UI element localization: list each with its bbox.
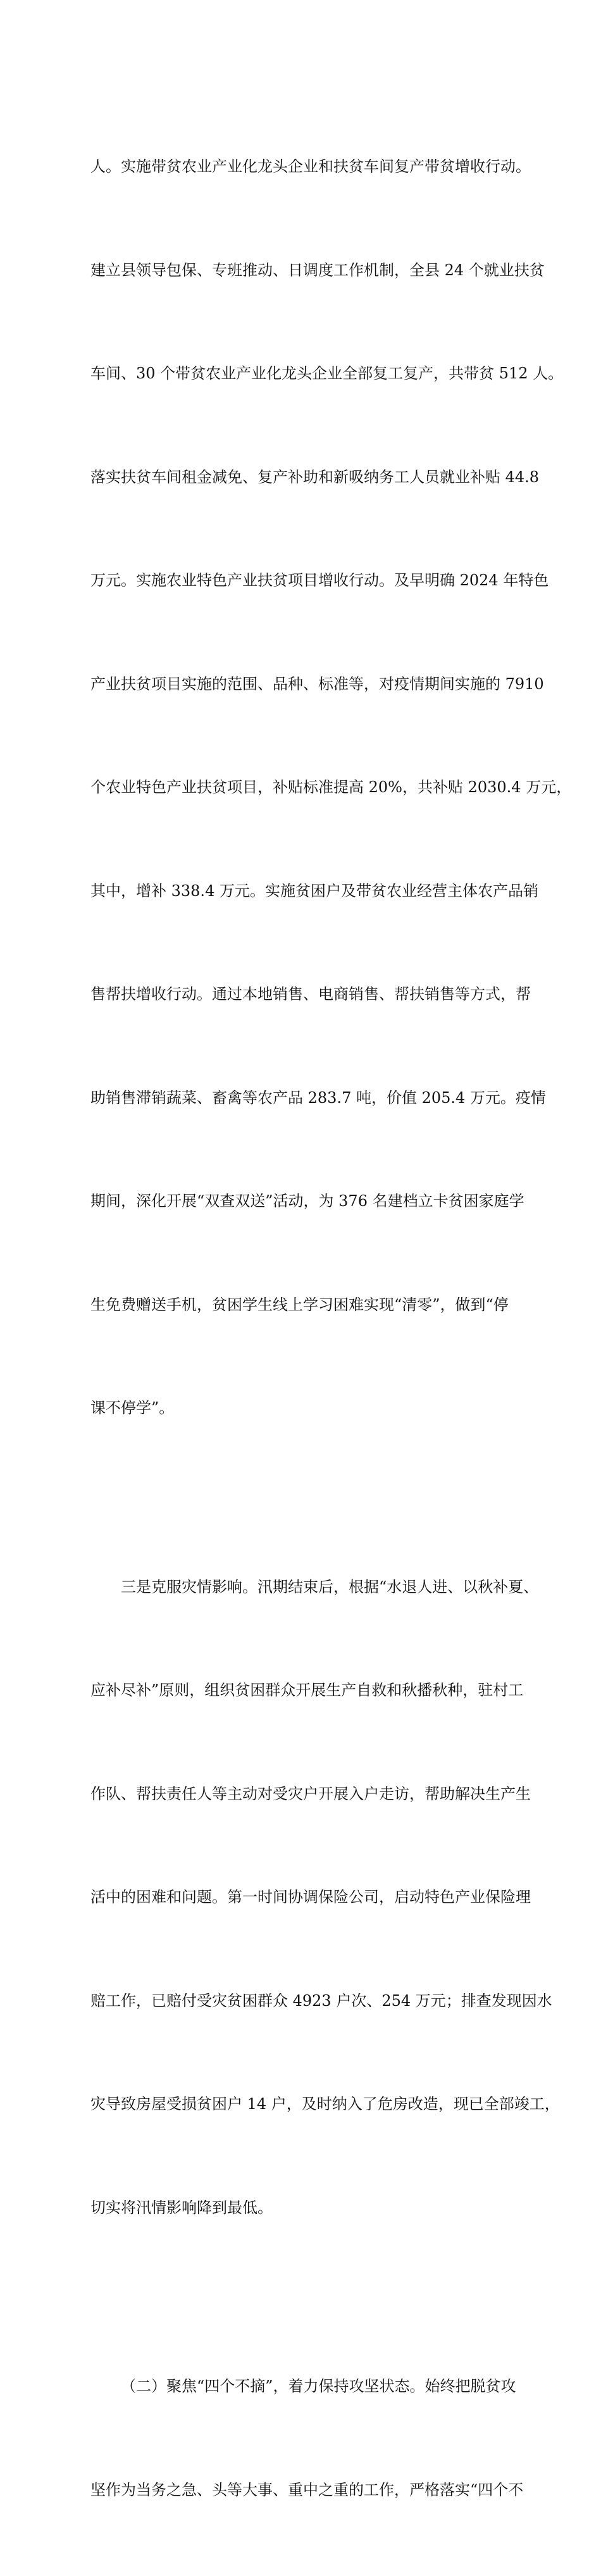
text-line: 活中的困难和问题。第一时间协调保险公司，启动特色产业保险理: [90, 1888, 531, 1906]
paragraph-gap: [90, 1495, 516, 1501]
text-line: 车间、30 个带贫农业产业化龙头企业全部复工复产，共带贫 512 人。: [90, 364, 564, 382]
text-line: 期间，深化开展“双查双送”活动，为 376 名建档立卡贫困家庭学: [90, 1192, 524, 1210]
text-line: 个农业特色产业扶贫项目，补贴标准提高 20%，共补贴 2030.4 万元，: [90, 778, 572, 796]
text-line: 作队、帮扶责任人等主动对受灾户开展入户走访，帮助解决生产生: [90, 1784, 531, 1803]
text-line: 人。实施带贫农业产业化龙头企业和扶贫车间复产带贫增收行动。: [90, 158, 531, 175]
paragraph-employment-income: [90, 80, 572, 1495]
text-line: 产业扶贫项目实施的范围、品种、标准等，对疫情期间实施的 7910: [90, 675, 544, 693]
text-line: 三是克服灾情影响。汛期结束后，根据“水退人进、以秋补夏、: [121, 1577, 539, 1596]
paragraph-four-no-removal: [90, 2300, 524, 2576]
text-line: 课不停学”。: [90, 1399, 175, 1417]
text-line: 售帮扶增收行动。通过本地销售、电商销售、帮扶销售等方式，帮: [90, 985, 531, 1003]
text-line: 助销售滞销蔬菜、畜禽等农产品 283.7 吨，价值 205.4 万元。疫情: [90, 1088, 546, 1107]
text-line: 其中，增补 338.4 万元。实施贫困户及带贫农业经营主体农产品销: [90, 881, 538, 900]
text-line: 落实扶贫车间租金减免、复产补助和新吸纳务工人员就业补贴 44.8: [90, 468, 540, 486]
text-line: 赔工作，已赔付受灾贫困群众 4923 户次、254 万元；排查发现因水: [90, 1991, 552, 2010]
text-line: 坚作为当务之急、头等大事、重中之重的工作，严格落实“四个不: [90, 2480, 524, 2499]
text-line: 建立县领导包保、专班推动、日调度工作机制，全县 24 个就业扶贫: [90, 261, 545, 279]
paragraph-disaster-impact: [90, 1501, 560, 2294]
text-line: 万元。实施农业特色产业扶贫项目增收行动。及早明确 2024 年特色: [90, 571, 549, 589]
paragraph-gap: [90, 2294, 516, 2300]
text-line: 切实将汛情影响降到最低。: [90, 2198, 273, 2217]
text-line: （二）聚焦“四个不摘”，着力保持攻坚状态。始终把脱贫攻: [121, 2377, 516, 2395]
document-body: [90, 80, 572, 2576]
text-line: 生免费赠送手机，贫困学生线上学习困难实现“清零”，做到“停: [90, 1295, 509, 1314]
text-line: 灾导致房屋受损贫困户 14 户，及时纳入了危房改造，现已全部竣工，: [90, 2095, 560, 2113]
text-line: 应补尽补”原则，组织贫困群众开展生产自救和秋播秋种，驻村工: [90, 1681, 524, 1699]
